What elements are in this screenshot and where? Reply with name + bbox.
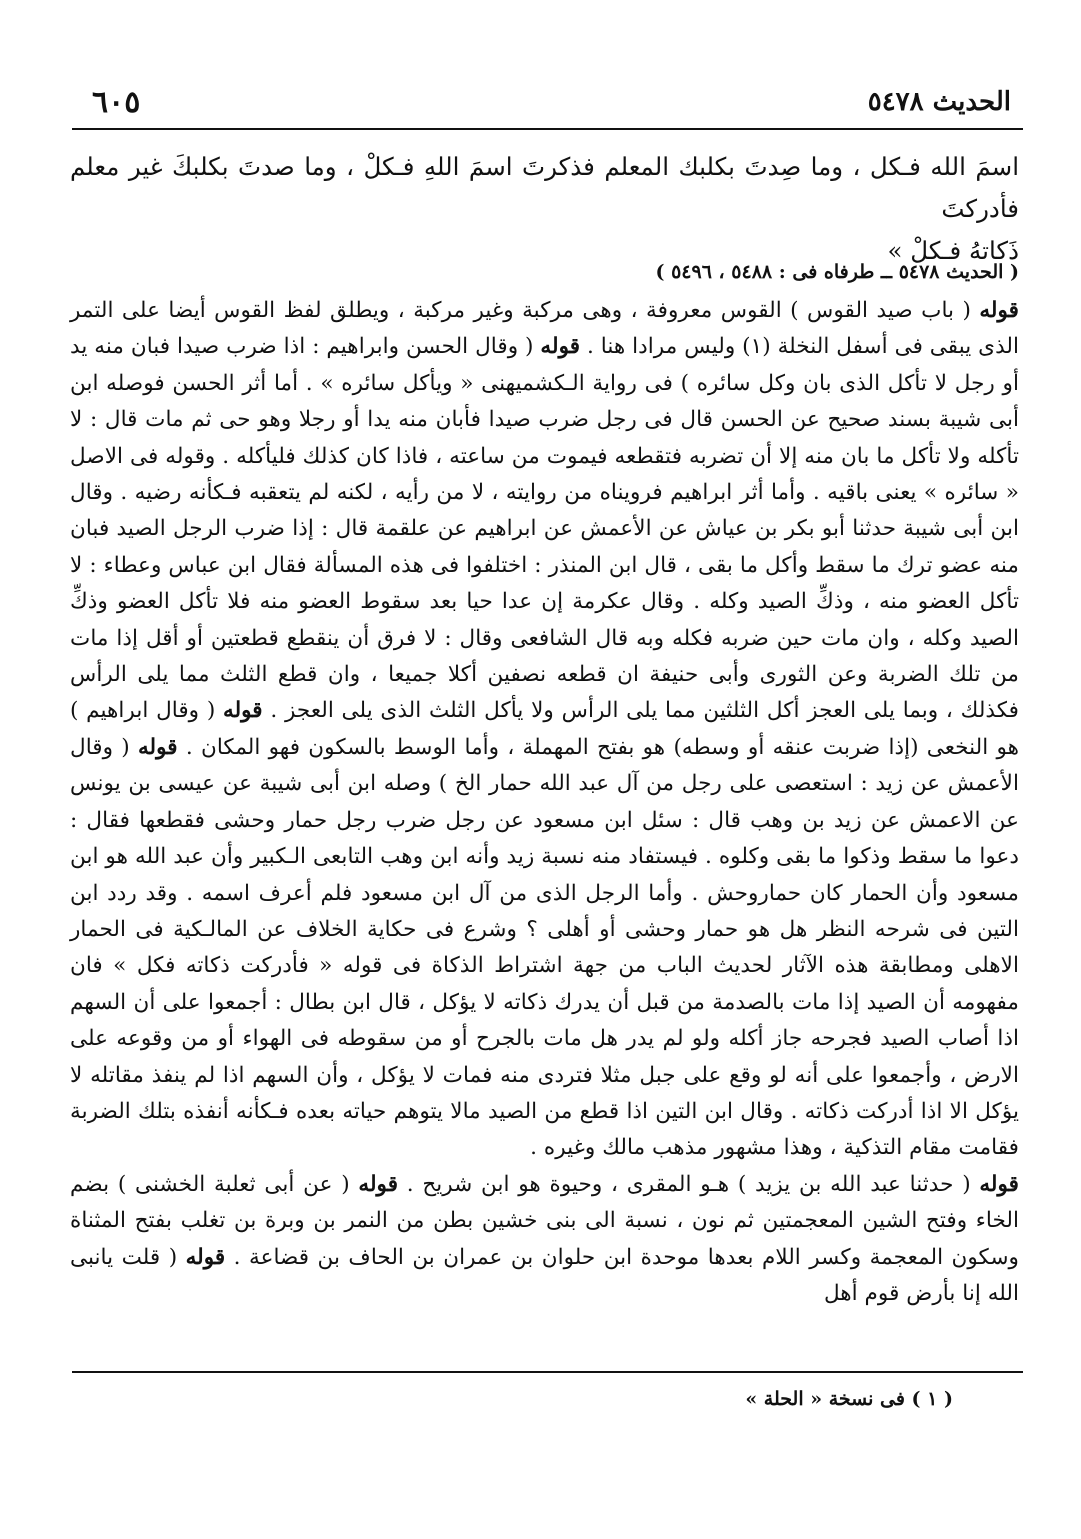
- running-head: الحديث ٥٤٧٨: [867, 87, 1011, 117]
- hadith-reference: ( الحديث ٥٤٧٨ ــ طرفاه فى : ٥٤٨٨ ، ٥٤٩٦ ): [655, 261, 1019, 283]
- hadith-line: ذَكاتهُ فـكلْ »: [887, 236, 1019, 265]
- commentary-text: ( عن أبى ثعلبة الخشنى ) بضم الخاء وفتح الشين المعجمتين ثم نون ، نسبة الى بنى خشين بطن من النمر بن وبرة بن تغلب بفتح المثناة وسكون المعجمة وكسر اللام بعدها موحدة ابن حلوان بن عمران بن الحاف بن قضاعة .: [70, 1171, 1019, 1270]
- commentary-text: ( وقال الحسن وابراهيم : اذا ضرب صيدا فبان منه يد أو رجل لا تأكل الذى بان وكل سائره ) فى رواية الـكشميهنى « ويأكل سائره » . أما أثر الحسن فوصله ابن أبى شيبة بسند صحيح عن الحسن قال فى رجل ضرب صيدا فأبان منه يدا أو رجلا وهو حى ثم مات قال : لا تأكله ولا تأكل ما بان منه إلا أن تضربه فتقطعه فيموت من ساعته ، فاذا كان كذلك فليأكله . وقوله فى الاصل « سائره » يعنى باقيه . وأما أثر ابراهيم فرويناه من روايته ، لا من رأيه ، لكنه لم يتعقبه فـكأنه رضيه . وقال ابن أبى شيبة حدثنا أبو بكر بن عياش عن الأعمش عن ابراهيم عن علقمة قال : إذا ضرب الرجل الصيد فبان منه عضو ترك ما سقط وأكل ما بقى ، قال ابن المنذر : اختلفوا فى هذه المسألة فقال ابن عباس وعطاء : لا تأكل العضو منه ، وذكِّ الصيد وكله . وقال عكرمة إن عدا حيا بعد سقوط العضو منه فلا تأكل العضو وذكِّ الصيد وكله ، وان مات حين ضربه فكله وبه قال الشافعى وقال : لا فرق أن ينقطع قطعتين أو أقل إذا مات من تلك الضربة وعن الثورى وأبى حنيفة ان قطعه نصفين أكلا جميعا ، وان قطع الثلث مما يلى الرأس فكذلك ، وبما يلى العجز أكل الثلثين مما يلى الرأس ولا يأكل الثلث الذى يلى العجز .: [70, 334, 1019, 724]
- commentary-text: ( قلت يانبى الله إنا بأرض قوم أهل: [70, 1244, 1019, 1306]
- footnote: ( ١ ) فى نسخة « الحلة »: [745, 1388, 953, 1410]
- commentary-text: ( باب صيد القوس ) القوس معروفة ، وهى مركبة وغير مركبة ، ويطلق لفظ القوس أيضا على التمر الذى يبقى فى أسفل النخلة (١) وليس مرادا هنا .: [70, 298, 1020, 360]
- commentary-keyword: قوله: [358, 1171, 399, 1197]
- commentary-keyword: قوله: [137, 734, 178, 760]
- commentary-text: ( وقال الأعمش عن زيد : استعصى على رجل من آل عبد الله حمار الخ ) وصله ابن أبى شيبة عن عيسى بن يونس عن الاعمش عن زيد بن وهب قال : سئل ابن مسعود عن رجل ضرب رجل حمار وحشى فقطعها فقال : دعوا ما سقط وذكوا ما بقى وكلوه . فيستفاد منه نسبة زيد وأنه ابن وهب التابعى الـكبير وأن عبد الله هو ابن مسعود وأن الحمار كان حماروحش . وأما الرجل الذى من آل ابن مسعود فلم أعرف اسمه . وقد ردد ابن التين فى شرحه النظر هل هو حمار وحشى أو أهلى ؟ وشرع فى حكاية الخلاف عن المالـكية فى الحمار الاهلى ومطابقة هذه الآثار لحديث الباب من جهة اشتراط الذكاة فى قوله « فأدركت ذكاته فكل » فان مفهومه أن الصيد إذا مات بالصدمة من قبل أن يدرك ذكاته لا يؤكل ، قال ابن بطال : أجمعوا على أن السهم اذا أصاب الصيد فجرحه جاز أكله ولو لم يدر هل مات بالجرح أو من سقوطه فى الهواء أو من وقوعه على الارض ، وأجمعوا على أنه لو وقع على جبل مثلا فتردى منه فمات لا يؤكل ، وأن السهم اذا لم ينفذ مقاتله لا يؤكل الا اذا أدركت ذكاته . وقال ابن التين اذا قطع من الصيد مالا يتوهم حياته بعده فـكأنه أنفذه بتلك الضربة فقامت مقام التذكية ، وهذا مشهور مذهب مالك وغيره .: [70, 734, 1019, 1161]
- commentary-paragraph: [70, 293, 1019, 1167]
- footnote-rule: [72, 1371, 1023, 1373]
- commentary-text: ( وقال ابراهيم ) هو النخعى (إذا ضربت عنقه أو وسطه) هو بفتح المهملة ، وأما الوسط بالسكون فهو المكان .: [70, 698, 1019, 760]
- commentary-keyword: قوله: [223, 698, 263, 724]
- commentary-keyword: قوله: [979, 298, 1019, 323]
- commentary-text: ( حدثنا عبد الله بن يزيد ) هـو المقرى ، وحيوة هو ابن شريح .: [398, 1171, 980, 1197]
- commentary-keyword: قوله: [540, 334, 581, 360]
- commentary-keyword: قوله: [979, 1171, 1019, 1197]
- hadith-line: اسمَ الله فـكل ، وما صِدتَ بكلبك المعلم فذكرتَ اسمَ اللهِ فـكلْ ، وما صدتَ بكلبكَ غير معلم فأدركتَ: [70, 152, 1019, 223]
- hadith-text: [70, 146, 1019, 272]
- commentary-body: [70, 293, 1019, 1312]
- commentary-paragraph: [70, 1167, 1019, 1313]
- commentary-keyword: قوله: [185, 1244, 226, 1270]
- header-rule: [72, 128, 1023, 130]
- page-number: ٦٠٥: [92, 84, 141, 120]
- page-header: [92, 82, 1011, 122]
